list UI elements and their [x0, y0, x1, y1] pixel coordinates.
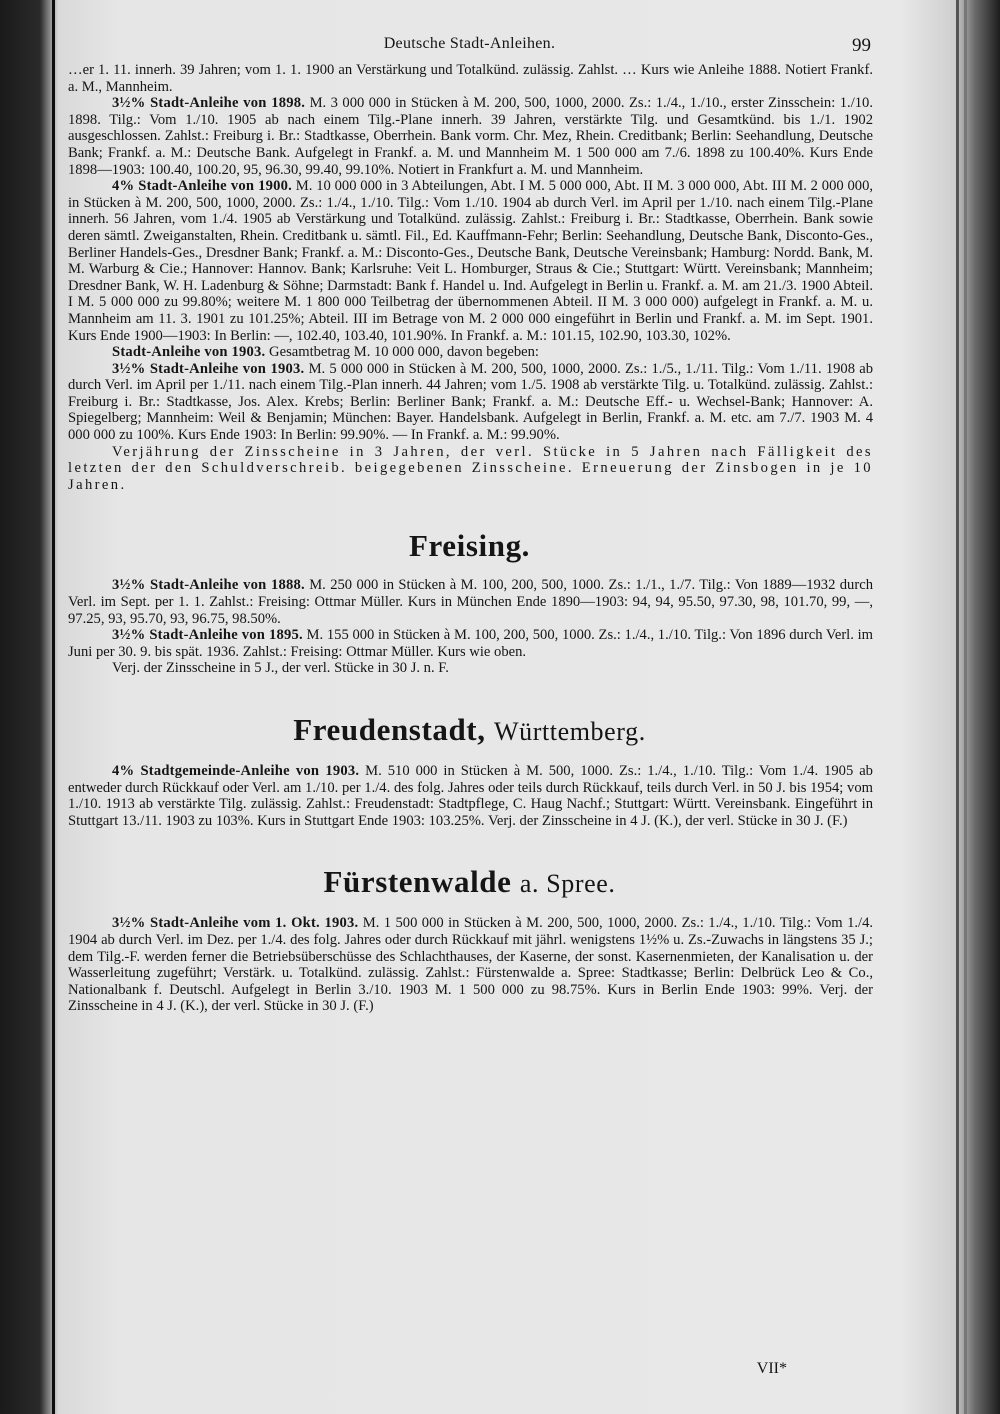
bond-title: 4% Stadtgemeinde-Anleihe von 1903.: [112, 763, 360, 779]
page-number: 99: [852, 35, 871, 56]
running-title: Deutsche Stadt-Anleihen.: [383, 35, 556, 52]
document-page: [62, 28, 877, 1398]
paragraph: [62, 577, 877, 627]
section-heading-sub: Württemberg.: [493, 717, 646, 746]
paragraph-spaced: Verjährung der Zinsscheine in 3 Jahren, der verl. Stücke in 5 Jahren nach Fälligkeit des letzten der den Schuldverschreib. beigegebenen Zinsscheine. Erneuerung der Zinsbogen in je 10 Jahren.: [68, 443, 873, 493]
bond-title: 3½% Stadt-Anleihe von 1898.: [112, 95, 306, 112]
bond-title: 3½% Stadt-Anleihe von 1895.: [112, 627, 303, 644]
bond-body: M. 1 500 000 in Stücken à M. 200, 500, 1000, 2000. Zs.: 1./4., 1./10. Tilg.: Vom 1./4. 1904 ab durch Verl. im Dez. per 1./4. des folg. Jahres oder durch Rückkauf mit jährl. wenigstens 1½% u. Zs.-Zuwachs in längstens 35 J.; dem Tilg.-F. werden ferner die Betriebsüberschüsse des Schlachthauses, der Kaserne, der sonst. Kasernenmieten, der Kanalisation u. der Wasserleitung zugeführt; Verstärk. u. Totalkünd. zulässig. Zahlst.: Fürstenwalde a. Spree: Stadtkasse; Berlin: Delbrück Leo & Co., Nationalbank f. Deutschl. Aufgelegt in Berlin 3./10. 1903 M. 1 500 000 zu 98.75%. Kurs in Berlin Ende 1903: 99%. Verj. der Zinsscheine in 4 J. (K.), der verl. Stücke in 30 J. (F.): [68, 915, 874, 1015]
bond-body: M. 250 000 in Stücken à M. 100, 200, 500, 1000. Zs.: 1./1., 1./7. Tilg.: Von 1889—1932 durch Verl. im Sept. per 1. 1. Zahlst.: Freising: Ottmar Müller. Kurs in München Ende 1890—1903: 94, 94, 95.50, 97.30, 98, 101.70, 99, —, 97.25, 93, 95.70, 93, 96.75, 98.50%.: [68, 577, 873, 627]
running-head: [62, 28, 877, 62]
paragraph: …er 1. 11. innerh. 39 Jahren; vom 1. 1. 1900 an Verstärkung und Totalkünd. zulässig. Zahlst. … Kurs wie Anleihe 1888. Notiert Frankf. a. M., Mannheim.: [68, 62, 873, 95]
bond-body: M. 510 000 in Stücken à M. 500, 1000. Zs.: 1./4., 1./10. Tilg.: Vom 1./4. 1905 ab entweder durch Rückkauf oder Verl. am 1./10. per 1./4. des folg. Jahres oder teils durch Rückkauf, teils durch Verl. in 50 J. bis 1954; vom 1./10. 1913 ab verstärkte Tilg. zulässig. Zahlst.: Freudenstadt: Stadtpflege, C. Haug Nachf.; Stuttgart: Württ. Vereinsbank. Eingeführt in Stuttgart 13./11. 1903 zu 103%. Kurs in Stuttgart Ende 1903: 103.25%. Verj. der Zinsscheine in 4 J. (K.), der verl. Stücke in 30 J. (F.): [68, 763, 873, 829]
bond-title: 3½% Stadt-Anleihe von 1888.: [112, 577, 305, 594]
paragraph: [62, 915, 877, 1015]
paragraph: [62, 627, 877, 660]
bond-title: 4% Stadt-Anleihe von 1900.: [112, 178, 292, 195]
book-spine-left: [52, 0, 55, 1414]
section-heading: Freising.: [408, 528, 531, 564]
bond-body: M. 10 000 000 in 3 Abteilungen, Abt. I M. 5 000 000, Abt. II M. 3 000 000, Abt. III M. 2 000 000, in Stücken à M. 200, 500, 1000, 2000. Zs.: 1./4., 1./10. Tilg.: Vom 1./10. 1904 ab durch Verl. im April per 1./10. nach einem Tilg.-Plane innerh. 56 Jahren, vom 1./4. 1905 ab Verstärkung und Totalkünd. zulässig. Zahlst.: Freiburg i. Br.: Stadtkasse, Oberrhein. Bank sowie deren sämtl. Zweiganstalten, Rhein. Creditbank u. sämtl. Fil., Ed. Kauffmann-Fehr; Berlin: Seehandlung, Deutsche Bank, Disconto-Ges., Berliner Handels-Ges., Dresdner Bank; Frankf. a. M.: Disconto-Ges., Deutsche Bank, Deutsche Vereinsbank; Hamburg: Nordd. Bank, M. M. Warburg & Cie.; Hannover: Hannov. Bank; Karlsruhe: Veit L. Homburger, Straus & Cie.; Stuttgart: Württ. Vereinsbank; Mannheim; Dresdner Bank, W. H. Ladenburg & Söhne; Darmstadt: Bank f. Handel u. Ind. Aufgelegt in Berlin u. Frankf. a. M. am 21./3. 1900 Abteil. I M. 5 000 000 zu 99.80%; weitere M. 1 800 000 Teilbetrag der übernommenen Abteil. II M. 3 000 000) aufgelegt in Frankf. a. M. u. Mannheim am 11. 3. 1901 zu 101.25%; Abteil. III im Betrage von M. 2 000 000 eingeführt in Berlin und Frankf. a. M. im Sept. 1901. Kurs Ende 1900—1903: In Berlin: —, 102.40, 103.40, 101.90%. In Frankf. a. M.: 101.15, 102.90, 103.30, 102%.: [68, 178, 874, 344]
paragraph: Verj. der Zinsscheine in 5 J., der verl. Stücke in 30 J. n. F.: [112, 660, 449, 677]
section-heading-main: Freudenstadt,: [293, 712, 486, 747]
paragraph: [62, 95, 877, 178]
section-heading-main: Fürstenwalde: [323, 864, 512, 900]
page-edge-right: [956, 0, 959, 1414]
bond-body: M. 3 000 000 in Stücken à M. 200, 500, 1000, 2000. Zs.: 1./4., 1./10., erster Zinsschein: 1./10. 1898. Tilg.: Vom 1./10. 1905 ab nach einem Tilg.-Plane innerh. 39 Jahren, verstärkte Tilg. und Gesamtkünd. bis 1./1. 1902 ausgeschlossen. Zahlst.: Freiburg i. Br.: Stadtkasse, Oberrhein. Bank vorm. Chr. Mez, Rhein. Creditbank; Berlin: Seehandlung, Deutsche Bank; Frankf. a. M.: Deutsche Bank. Aufgelegt in Frankf. a. M. und Mannheim M. 1 500 000 am 7./6. 1898 zu 100.40%. Kurs Ende 1898—1903: 100.40, 100.20, 95, 96.30, 99.40, 99.10%. Notiert in Frankfurt a. M. und Mannheim.: [68, 95, 873, 178]
bond-body: Gesamtbetrag M. 10 000 000, davon begeben:: [269, 344, 539, 361]
paragraph: [62, 344, 877, 361]
paragraph: [62, 178, 877, 344]
page-edge-right-2: [964, 0, 967, 1414]
bond-body: M. 155 000 in Stücken à M. 100, 200, 500, 1000. Zs.: 1./4., 1./10. Tilg.: Von 1896 durch Verl. im Juni per 30. 9. bis spät. 1936. Zahlst.: Freising: Ottmar Müller. Kurs wie oben.: [68, 627, 873, 660]
section-heading: [62, 713, 877, 749]
section-heading: [62, 865, 877, 901]
printer-signature: VII*: [756, 1360, 787, 1378]
bond-title: Stadt-Anleihe von 1903.: [112, 344, 266, 361]
bond-body: M. 5 000 000 in Stücken à M. 200, 500, 1000, 2000. Zs.: 1./5., 1./11. Tilg.: Vom 1./11. 1908 ab durch Verl. im April per 1./11. nach einem Tilg.-Plan innerh. 44 Jahren; vom 1./5. 1908 ab verstärkte Tilg. u. Totalkünd. zulässig. Zahlst.: Freiburg i. Br.: Stadtkasse, Jos. Alex. Krebs; Berlin: Berliner Bank; Frankf. a. M.: Deutsche Eff.- u. Wechsel-Bank; Hannover: A. Spiegelberg; Mannheim: Weil & Benjamin; München: Bayer. Handelsbank. Aufgelegt in Berlin, Frankf. a. M. etc. am 7./7. 1903 M. 4 000 000 zu 100%. Kurs Ende 1903: In Berlin: 99.90%. — In Frankf. a. M.: 99.90%.: [68, 360, 873, 444]
section-heading-sub: a. Spree.: [519, 869, 616, 899]
paragraph: [62, 763, 877, 829]
bond-title: 3½% Stadt-Anleihe vom 1. Okt. 1903.: [112, 915, 359, 932]
bond-title: 3½% Stadt-Anleihe von 1903.: [112, 360, 305, 377]
paragraph: [62, 361, 877, 444]
